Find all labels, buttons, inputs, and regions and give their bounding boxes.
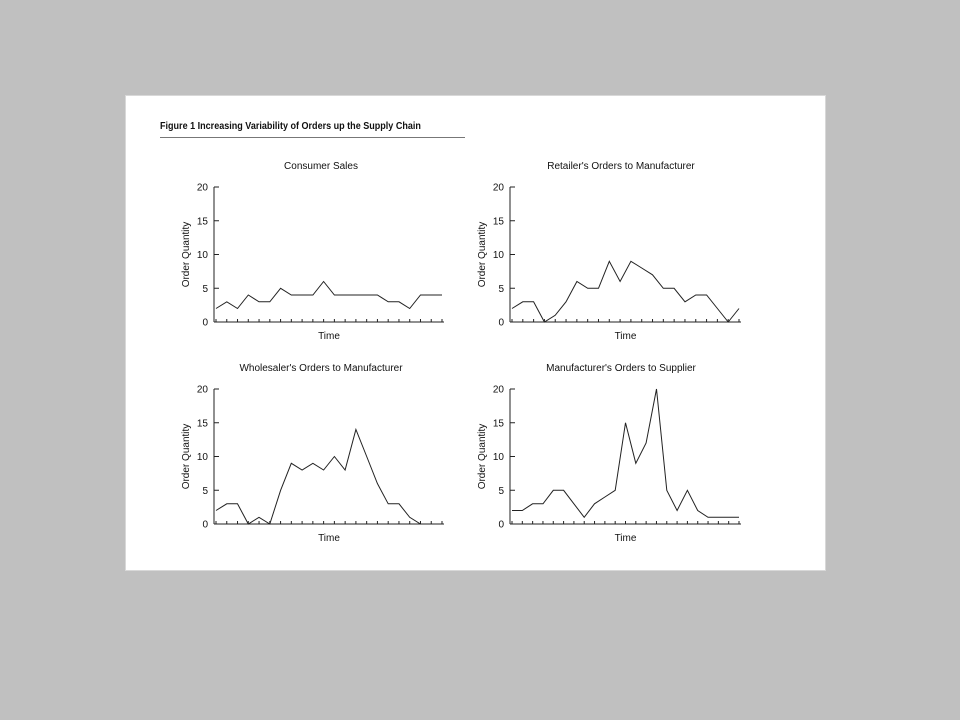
y-tick-label: 15 [196, 418, 208, 430]
y-axis-label: Order Quantity [181, 423, 192, 490]
chart-title: Retailer's Orders to Manufacturer [547, 161, 695, 172]
chart-title: Wholesaler's Orders to Manufacturer [239, 363, 403, 374]
chart-1 [181, 161, 444, 342]
y-tick-label: 15 [492, 418, 504, 430]
chart-2 [477, 161, 741, 342]
y-tick-label: 20 [492, 384, 504, 396]
chart-title: Consumer Sales [284, 161, 358, 172]
y-axis-label: Order Quantity [181, 221, 192, 288]
y-tick-label: 10 [492, 250, 504, 261]
y-tick-label: 5 [202, 283, 208, 295]
chart-title: Manufacturer's Orders to Supplier [546, 363, 696, 374]
y-tick-label: 5 [498, 485, 504, 497]
y-tick-label: 15 [492, 216, 504, 228]
y-tick-label: 10 [196, 452, 208, 463]
y-tick-label: 15 [196, 216, 208, 228]
chart-3 [181, 363, 444, 544]
series-line [216, 430, 442, 525]
x-axis-label: Time [318, 331, 340, 342]
series-line [512, 389, 739, 517]
y-tick-label: 20 [492, 182, 504, 194]
x-axis-label: Time [614, 331, 637, 342]
chart-4 [477, 363, 741, 544]
x-axis-label: Time [614, 533, 637, 544]
x-axis-label: Time [318, 533, 340, 544]
y-tick-label: 0 [498, 519, 504, 531]
y-tick-label: 5 [498, 283, 504, 295]
y-tick-label: 0 [498, 317, 504, 329]
y-tick-label: 20 [196, 182, 208, 194]
figure-title: Figure 1 Increasing Variability of Orders up the Supply Chain [160, 120, 421, 132]
y-tick-label: 0 [202, 317, 208, 329]
y-axis-label: Order Quantity [477, 423, 488, 490]
figure-panel [125, 95, 826, 571]
y-tick-label: 20 [196, 384, 208, 396]
series-line [512, 261, 739, 322]
y-tick-label: 5 [202, 485, 208, 497]
charts-canvas [126, 96, 825, 570]
y-tick-label: 10 [196, 250, 208, 261]
series-line [216, 282, 442, 309]
y-tick-label: 10 [492, 452, 504, 463]
y-axis-label: Order Quantity [477, 221, 488, 288]
y-tick-label: 0 [202, 519, 208, 531]
